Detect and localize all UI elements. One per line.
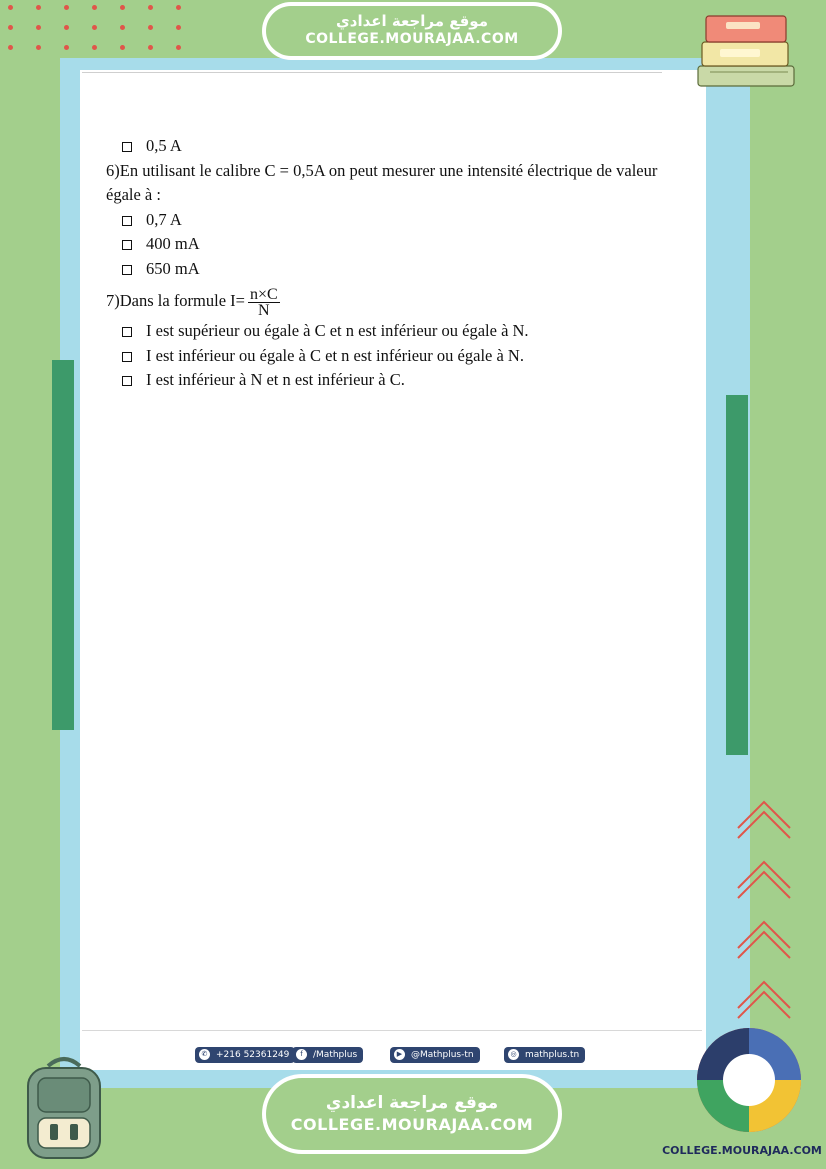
social-phone[interactable]: ✆ +216 52361249 (195, 1047, 295, 1063)
formula-numerator: n×C (249, 285, 278, 303)
left-green-strip (52, 360, 74, 730)
facebook-icon: f (296, 1049, 307, 1060)
page-bottom-rule (82, 1030, 702, 1031)
checkbox-icon[interactable] (122, 352, 132, 362)
checkbox-icon[interactable] (122, 376, 132, 386)
chevron-up-icon (734, 970, 794, 1030)
checkbox-icon[interactable] (122, 327, 132, 337)
checkbox-icon[interactable] (122, 265, 132, 275)
social-youtube[interactable]: ▶ @Mathplus-tn (390, 1047, 480, 1063)
globe-icon: ◎ (508, 1049, 519, 1060)
q5-option: 0,5 A (106, 134, 686, 159)
q6-option: 650 mA (106, 257, 686, 282)
formula-lhs: I (230, 291, 236, 310)
social-facebook[interactable]: f /Mathplus (292, 1047, 363, 1063)
q6-option: 0,7 A (106, 208, 686, 233)
logo-caption: COLLEGE.MOURAJAA.COM (662, 1144, 822, 1157)
social-website[interactable]: ◎ mathplus.tn (504, 1047, 585, 1063)
footer-title-ar: موقع مراجعة اعدادي (325, 1093, 499, 1113)
header-banner (262, 2, 562, 60)
q7-prefix: 7)Dans la formule (106, 291, 227, 310)
q7-option: I est supérieur ou égale à C et n est inférieur ou égale à N. (106, 319, 686, 344)
chevron-up-icon (734, 790, 794, 850)
formula-denominator: N (258, 301, 270, 319)
document-content (106, 134, 686, 393)
formula-eq: = (235, 291, 245, 310)
q6-text-line2: égale à : (106, 185, 161, 204)
chevron-up-icon (734, 850, 794, 910)
chevron-up-icon (734, 910, 794, 970)
phone-icon: ✆ (199, 1049, 210, 1060)
header-title-ar: موقع مراجعة اعدادي (336, 12, 488, 30)
checkbox-icon[interactable] (122, 216, 132, 226)
checkbox-icon[interactable] (122, 142, 132, 152)
youtube-icon: ▶ (394, 1049, 405, 1060)
q6-option: 400 mA (106, 232, 686, 257)
header-site-link[interactable]: COLLEGE.MOURAJAA.COM (305, 31, 519, 47)
q7-question (106, 283, 686, 319)
footer-site-link[interactable]: COLLEGE.MOURAJAA.COM (290, 1115, 534, 1134)
page-top-rule (82, 72, 662, 73)
books-icon (692, 12, 804, 96)
formula-fraction (248, 287, 280, 318)
footer-banner (262, 1074, 562, 1154)
site-logo (694, 1022, 804, 1140)
q7-option: I est inférieur ou égale à C et n est inférieur ou égale à N. (106, 344, 686, 369)
q6-text-line1: 6)En utilisant le calibre C = 0,5A on peut mesurer une intensité électrique de valeur (106, 160, 658, 180)
checkbox-icon[interactable] (122, 240, 132, 250)
q7-option: I est inférieur à N et n est inférieur à C. (106, 368, 686, 393)
backpack-icon (14, 1052, 114, 1164)
right-green-strip (726, 395, 748, 755)
